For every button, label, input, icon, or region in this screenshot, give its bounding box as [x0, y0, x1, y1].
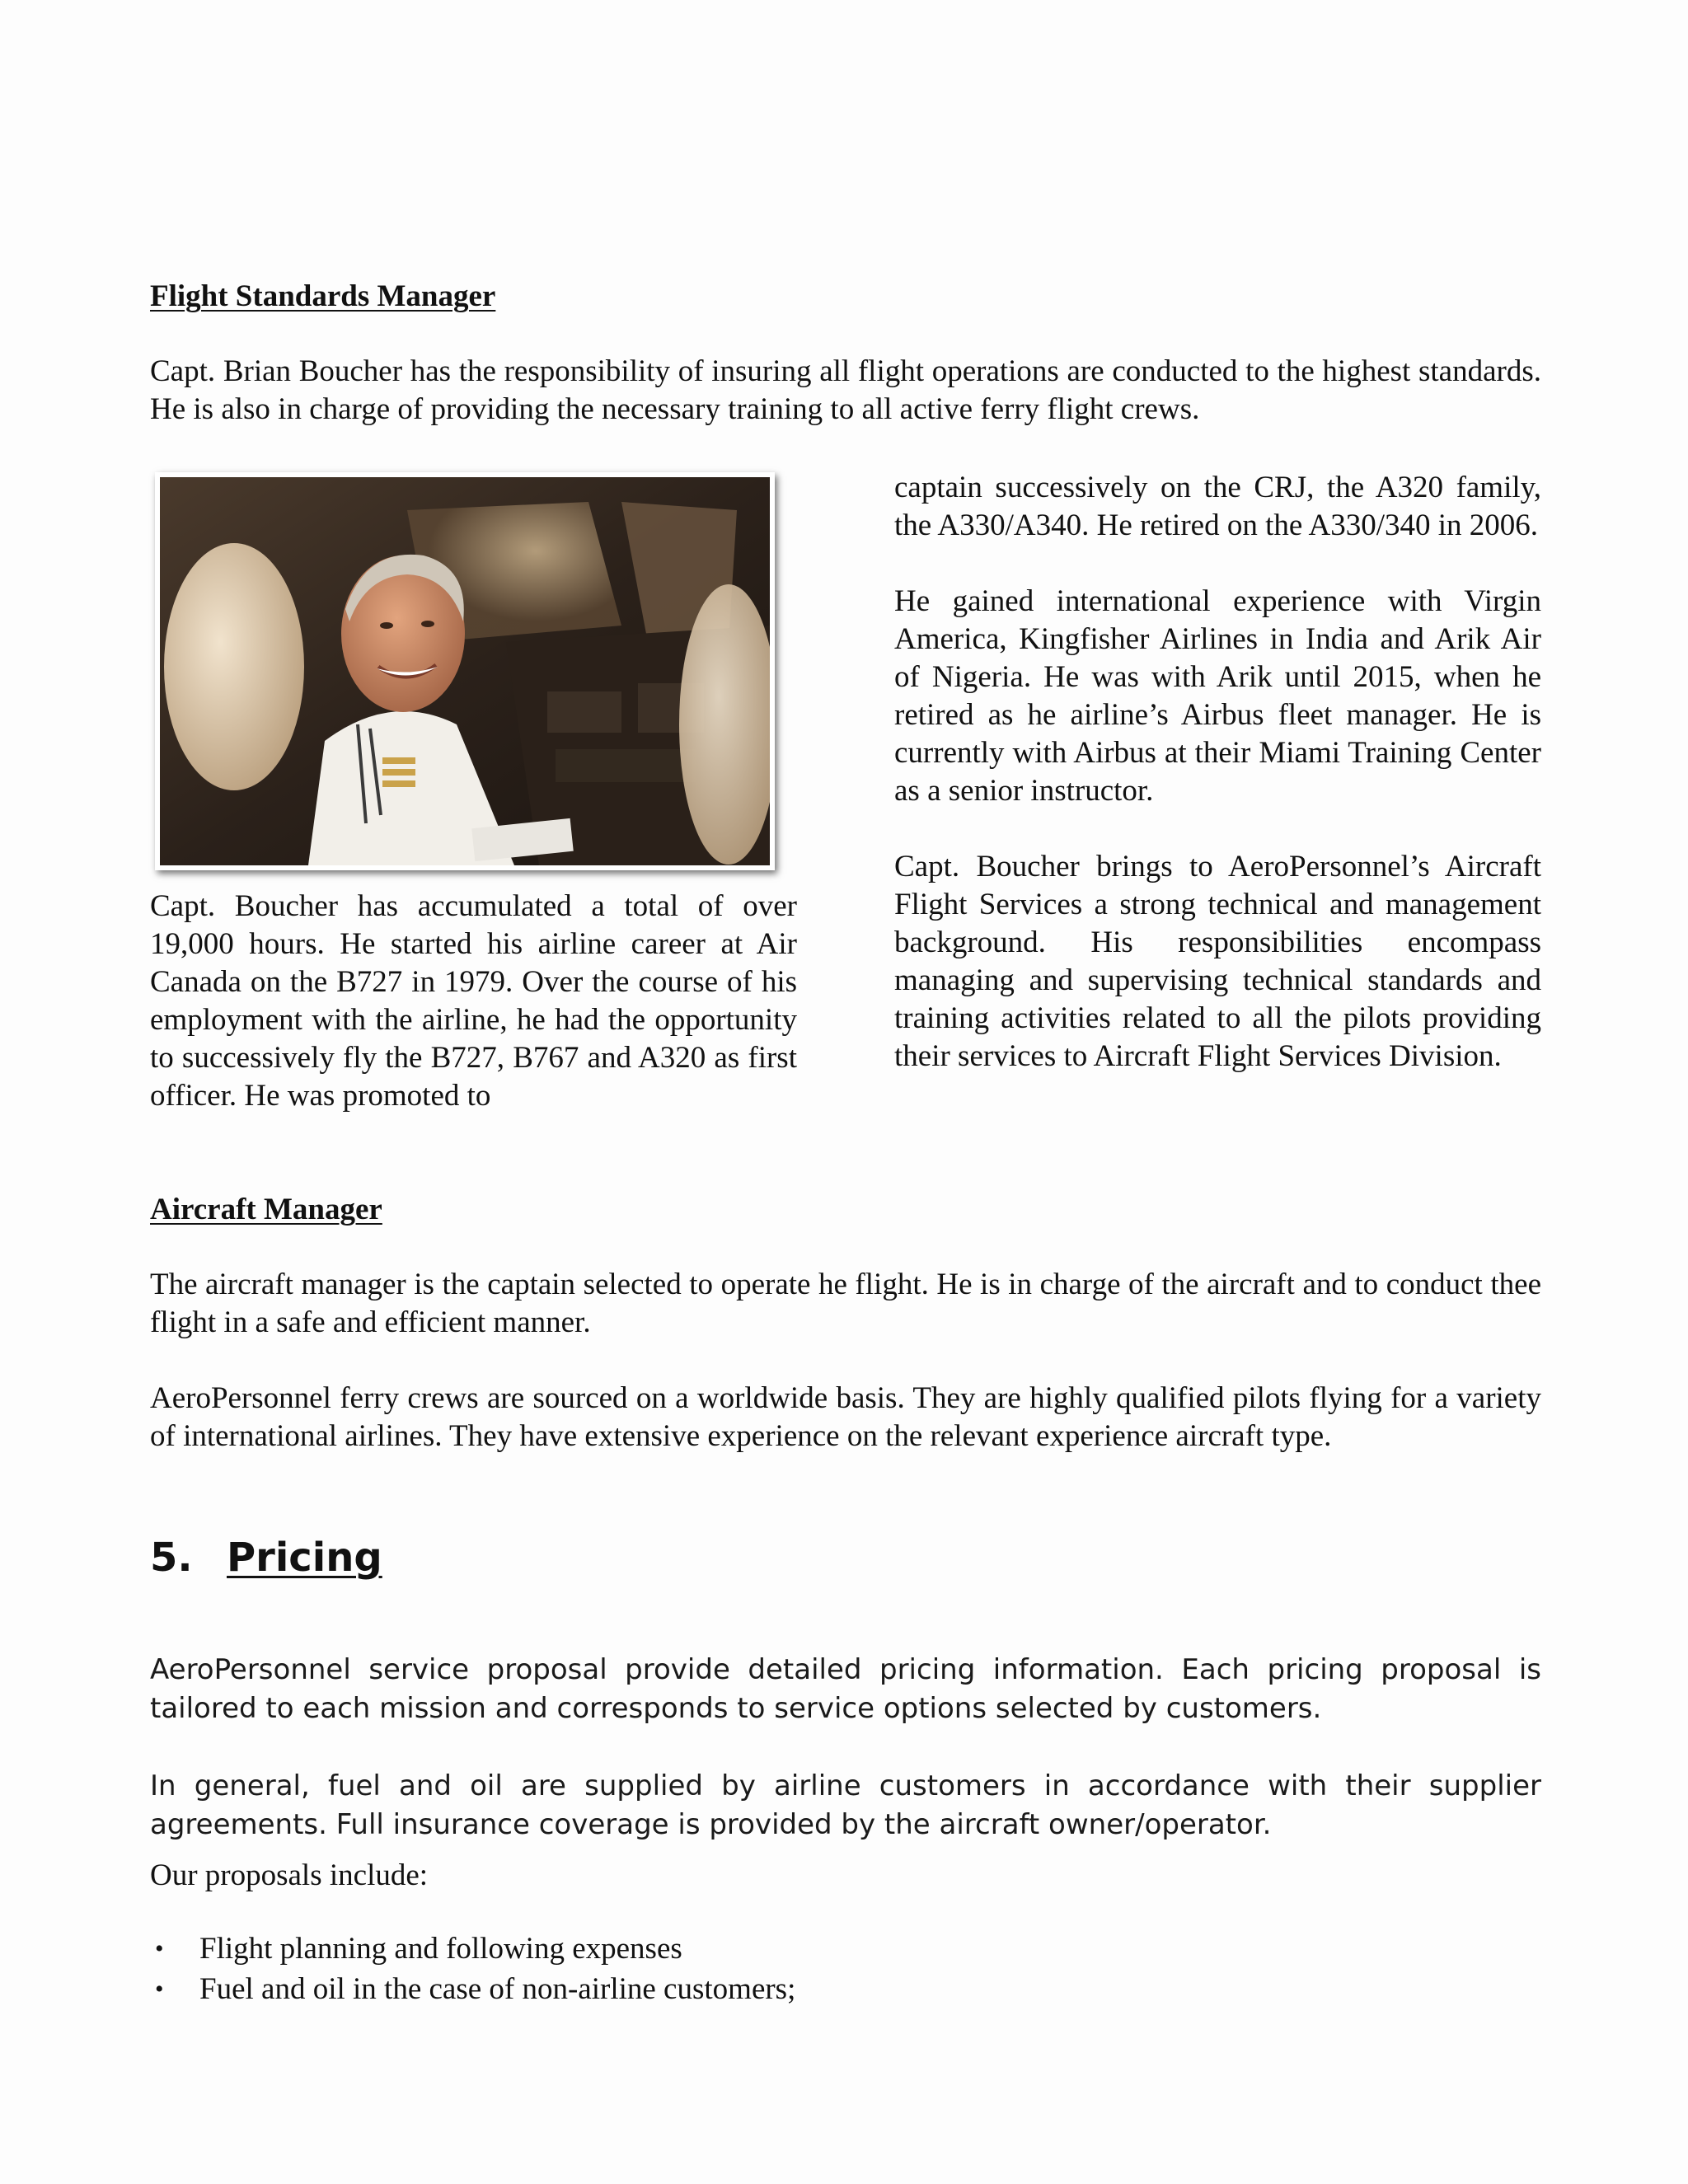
aircraft-manager-text: The aircraft manager is the captain selected to operate he flight. He is in charge of the aircraft and to conduct thee flight in a safe and efficient manner. AeroPersonnel ferry crews are sourced on a worldwide basis. They are highly qualified pilots flying for a variety of international airlines. They have extensive experience on the relevant experience aircraft type. — [150, 1268, 1541, 1453]
pricing-heading: 5. Pricing — [150, 1535, 382, 1581]
flight-standards-intro: Capt. Brian Boucher has the responsibility of insuring all flight operations are conducted to the highest standards. He is also in charge of providing the necessary training to all active ferry flight crews. — [150, 354, 1541, 426]
proposals-list — [150, 1929, 795, 2009]
aircraft-manager-heading: Aircraft Manager — [150, 1193, 382, 1226]
boucher-bio-right-column: captain successively on the CRJ, the A320 family, the A330/A340. He retired on the A330/340 in 2006. He gained international experience with Virgin America, Kingfisher Airlines in India and Arik Air of Nigeria. He was with Arik until 2015, when he retired as he airline’s Airbus fleet manager. He is currently with Airbus at their Miami Training Center as a senior instructor. Capt. Boucher brings to AeroPersonnel’s Aircraft Flight Services a strong technical and management background. His responsibilities encompass managing and supervising technical standards and training activities related to all the pilots providing their services to Aircraft Flight Services Division. — [894, 471, 1541, 1073]
proposals-intro: Our proposals include: — [150, 1858, 429, 1892]
list-item: • Fuel and oil in the case of non-airline customers; — [155, 1972, 796, 2006]
captain-photo — [155, 472, 775, 870]
document-page — [150, 0, 1541, 2184]
flight-standards-heading: Flight Standards Manager — [150, 279, 496, 313]
pricing-intro: AeroPersonnel service proposal provide detailed pricing information. Each pricing proposal is tailored to each mission and corresponds to service options selected by customers. — [150, 1653, 1541, 1725]
pricing-supply-text: In general, fuel and oil are supplied by airline customers in accordance with their supplier agreements. Full insurance coverage is provided by the aircraft owner/operator. — [150, 1769, 1541, 1841]
captain-cockpit-image — [160, 477, 770, 865]
boucher-bio-left-column: Capt. Boucher has accumulated a total of over 19,000 hours. He started his airline career at Air Canada on the B727 in 1979. Over the course of his employment with the airline, he had the opportunity to successively fly the B727, B767 and A320 as first officer. He was promoted to — [150, 889, 797, 1113]
list-item: • Flight planning and following expenses — [155, 1932, 682, 1966]
